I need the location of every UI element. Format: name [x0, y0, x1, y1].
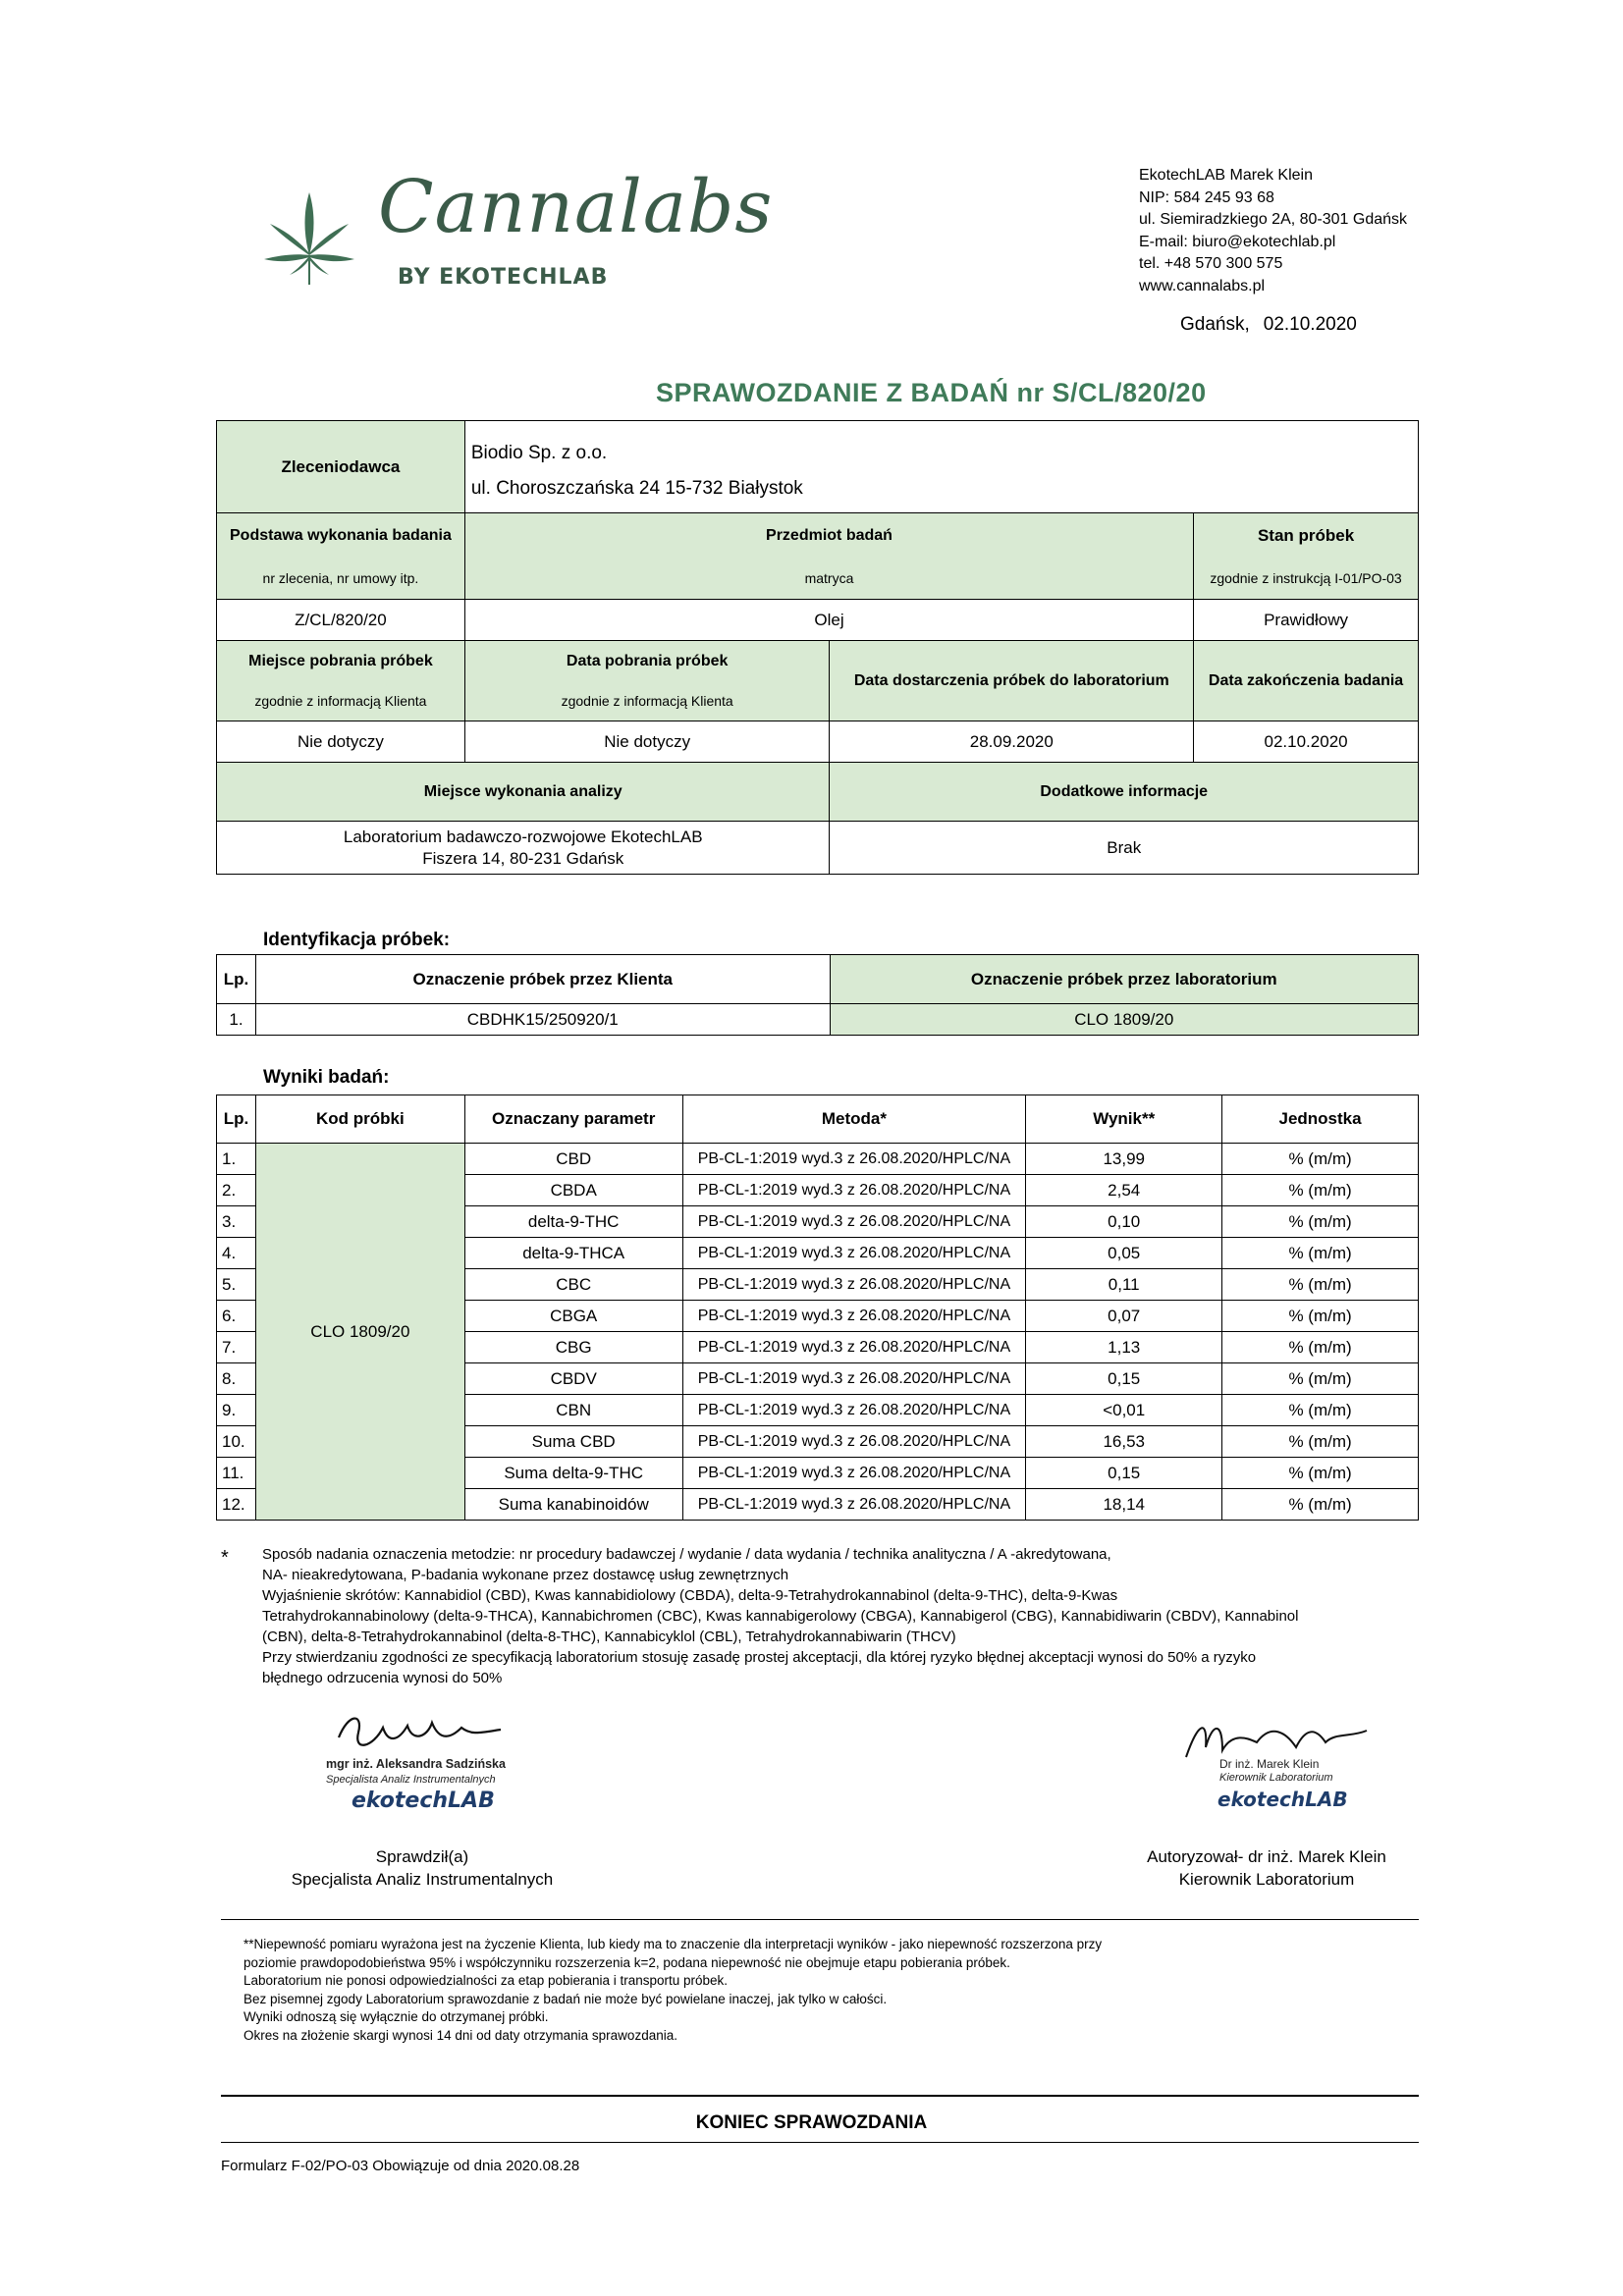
- report-title: SPRAWOZDANIE Z BADAŃ nr S/CL/820/20: [656, 378, 1207, 407]
- res-col-code: Kod próbki: [255, 1095, 464, 1144]
- note-line: Wyjaśnienie skrótów: Kannabidiol (CBD), Kwas kannabidiolowy (CBDA), delta-9-Tetrahydrokannabinol (delta-9-THC), delta-9-Kwas: [262, 1587, 1118, 1604]
- caption-line: Autoryzował- dr inż. Marek Klein: [1147, 1847, 1386, 1866]
- signature-right: [1168, 1713, 1384, 1836]
- delivery-date-label: Data dostarczenia próbek do laboratorium: [830, 641, 1194, 721]
- analysis-place-value: [217, 822, 830, 875]
- row-param: CBDA: [464, 1175, 682, 1206]
- analysis-place-line: Fiszera 14, 80-231 Gdańsk: [422, 848, 624, 868]
- res-col-method: Metoda*: [682, 1095, 1026, 1144]
- row-lp: 4.: [217, 1238, 256, 1269]
- row-result: 0,05: [1026, 1238, 1222, 1269]
- signer-role-stamp: Kierownik Laboratorium: [1219, 1772, 1333, 1784]
- identification-heading: Identyfikacja próbek:: [263, 930, 451, 950]
- analysis-place-line: Laboratorium badawczo-rozwojowe EkotechLAB: [343, 827, 703, 846]
- state-label: Stan próbek: [1194, 513, 1419, 559]
- row-method: PB-CL-1:2019 wyd.3 z 26.08.2020/HPLC/NA: [682, 1426, 1026, 1458]
- row-result: <0,01: [1026, 1395, 1222, 1426]
- row-result: 0,10: [1026, 1206, 1222, 1238]
- additional-label: Dodatkowe informacje: [830, 763, 1419, 822]
- sampling-date-value: Nie dotyczy: [464, 721, 830, 763]
- id-lab-code: CLO 1809/20: [830, 1004, 1418, 1036]
- basis-value: Z/CL/820/20: [217, 600, 465, 641]
- row-lp: 2.: [217, 1175, 256, 1206]
- cannalabs-logo: [260, 165, 774, 302]
- note-line: NA- nieakredytowana, P-badania wykonane przez dostawcę usług zewnętrznych: [262, 1567, 789, 1583]
- id-client-code: CBDHK15/250920/1: [255, 1004, 830, 1036]
- row-lp: 8.: [217, 1363, 256, 1395]
- brand-name: Cannalabs: [378, 165, 774, 249]
- note-line: Przy stwierdzaniu zgodności ze specyfikacją laboratorium stosuję zasadę prostej akceptacji, dla której ryzyko błędnej akceptacji wynosi do 50% a ryzyko: [262, 1649, 1257, 1666]
- company-line: EkotechLAB Marek Klein: [1139, 167, 1313, 184]
- disclaimer-line: Okres na złożenie skargi wynosi 14 dni od daty otrzymania sprawozdania.: [243, 2027, 677, 2043]
- form-number: Formularz F-02/PO-03 Obowiązuje od dnia 2020.08.28: [221, 2158, 580, 2174]
- row-result: 0,07: [1026, 1301, 1222, 1332]
- row-param: CBDV: [464, 1363, 682, 1395]
- row-lp: 10.: [217, 1426, 256, 1458]
- signer-name: mgr inż. Aleksandra Sadzińska: [326, 1757, 506, 1771]
- results-heading: Wyniki badań:: [263, 1067, 390, 1088]
- row-result: 1,13: [1026, 1332, 1222, 1363]
- state-value: Prawidłowy: [1194, 600, 1419, 641]
- row-param: CBN: [464, 1395, 682, 1426]
- row-method: PB-CL-1:2019 wyd.3 z 26.08.2020/HPLC/NA: [682, 1332, 1026, 1363]
- disclaimer-line: Laboratorium nie ponosi odpowiedzialności za etap pobierania i transportu próbek.: [243, 1973, 729, 1988]
- signature-left-caption: [285, 1845, 560, 1891]
- id-col-client: Oznaczenie próbek przez Klienta: [255, 955, 830, 1004]
- sampling-date-sub: zgodnie z informacją Klienta: [464, 682, 830, 721]
- row-result: 16,53: [1026, 1426, 1222, 1458]
- basis-sub: nr zlecenia, nr umowy itp.: [217, 559, 465, 600]
- disclaimer: [243, 1936, 1304, 2045]
- sampling-date-label: Data pobrania próbek: [464, 641, 830, 682]
- company-line: NIP: 584 245 93 68: [1139, 188, 1274, 206]
- client-name: Biodio Sp. z o.o.: [464, 421, 1418, 466]
- row-method: PB-CL-1:2019 wyd.3 z 26.08.2020/HPLC/NA: [682, 1301, 1026, 1332]
- company-line: ul. Siemiradzkiego 2A, 80-301 Gdańsk: [1139, 211, 1408, 228]
- divider: [221, 2142, 1419, 2143]
- row-param: delta-9-THC: [464, 1206, 682, 1238]
- res-col-unit: Jednostka: [1222, 1095, 1419, 1144]
- row-unit: % (m/m): [1222, 1395, 1419, 1426]
- row-unit: % (m/m): [1222, 1175, 1419, 1206]
- row-lp: 3.: [217, 1206, 256, 1238]
- caption-line: Sprawdził(a): [375, 1847, 469, 1866]
- row-param: CBD: [464, 1144, 682, 1175]
- row-result: 13,99: [1026, 1144, 1222, 1175]
- analysis-place-label: Miejsce wykonania analizy: [217, 763, 830, 822]
- divider: [221, 2095, 1419, 2097]
- basis-label: Podstawa wykonania badania: [217, 513, 465, 559]
- id-col-lp: Lp.: [217, 955, 256, 1004]
- sampling-place-sub: zgodnie z informacją Klienta: [217, 682, 465, 721]
- row-unit: % (m/m): [1222, 1458, 1419, 1489]
- client-label: Zleceniodawca: [217, 421, 465, 513]
- row-lp: 5.: [217, 1269, 256, 1301]
- res-col-param: Oznaczany parametr: [464, 1095, 682, 1144]
- end-of-report: KONIEC SPRAWOZDANIA: [695, 2112, 928, 2133]
- row-method: PB-CL-1:2019 wyd.3 z 26.08.2020/HPLC/NA: [682, 1458, 1026, 1489]
- ekotechlab-stamp: ekotechLAB: [352, 1789, 495, 1813]
- sample-code: CLO 1809/20: [255, 1144, 464, 1521]
- row-lp: 11.: [217, 1458, 256, 1489]
- note-line: Tetrahydrokannabinolowy (delta-9-THCA), Kannabichromen (CBC), Kwas kannabigerolowy (CBGA), Kannabigerol (CBG), Kannabidiwarin (CBDV), Kannabinol: [262, 1608, 1299, 1625]
- caption-line: Specjalista Analiz Instrumentalnych: [291, 1870, 554, 1889]
- note-marker: *: [221, 1547, 229, 1569]
- order-info-table: [216, 420, 1419, 875]
- signature-left: [314, 1708, 560, 1826]
- row-method: PB-CL-1:2019 wyd.3 z 26.08.2020/HPLC/NA: [682, 1363, 1026, 1395]
- company-line: E-mail: biuro@ekotechlab.pl: [1139, 233, 1336, 250]
- row-unit: % (m/m): [1222, 1144, 1419, 1175]
- signature-right-caption: [1109, 1845, 1424, 1891]
- signer-name: Dr inż. Marek Klein: [1219, 1757, 1320, 1771]
- disclaimer-line: **Niepewność pomiaru wyrażona jest na życzenie Klienta, lub kiedy ma to znaczenie dla interpretacji wyników - jako niepewność rozszerzona przy: [243, 1937, 1103, 1951]
- res-col-lp: Lp.: [217, 1095, 256, 1144]
- caption-line: Kierownik Laboratorium: [1178, 1870, 1355, 1889]
- subject-label: Przedmiot badań: [464, 513, 1193, 559]
- row-result: 2,54: [1026, 1175, 1222, 1206]
- table-row: [217, 1004, 1419, 1036]
- row-unit: % (m/m): [1222, 1363, 1419, 1395]
- results-table: [216, 1095, 1419, 1521]
- handwritten-signature-icon: [334, 1708, 511, 1757]
- row-unit: % (m/m): [1222, 1426, 1419, 1458]
- row-unit: % (m/m): [1222, 1238, 1419, 1269]
- row-method: PB-CL-1:2019 wyd.3 z 26.08.2020/HPLC/NA: [682, 1175, 1026, 1206]
- date: 02.10.2020: [1263, 314, 1357, 335]
- row-result: 0,15: [1026, 1363, 1222, 1395]
- row-unit: % (m/m): [1222, 1332, 1419, 1363]
- place: Gdańsk,: [1180, 314, 1250, 335]
- row-unit: % (m/m): [1222, 1489, 1419, 1521]
- row-lp: 12.: [217, 1489, 256, 1521]
- row-lp: 7.: [217, 1332, 256, 1363]
- cannabis-leaf-icon: [260, 185, 358, 293]
- subject-value: Olej: [464, 600, 1193, 641]
- disclaimer-line: Bez pisemnej zgody Laboratorium sprawozdanie z badań nie może być powielane inaczej, jak tylko w całości.: [243, 1991, 888, 2006]
- row-unit: % (m/m): [1222, 1206, 1419, 1238]
- row-param: delta-9-THCA: [464, 1238, 682, 1269]
- company-details: [1139, 165, 1407, 297]
- company-line: www.cannalabs.pl: [1139, 277, 1266, 294]
- row-param: CBGA: [464, 1301, 682, 1332]
- res-col-result: Wynik**: [1026, 1095, 1222, 1144]
- method-notes: [221, 1544, 1419, 1688]
- row-result: 0,15: [1026, 1458, 1222, 1489]
- divider: [221, 1919, 1419, 1920]
- row-lp: 9.: [217, 1395, 256, 1426]
- sampling-place-value: Nie dotyczy: [217, 721, 465, 763]
- disclaimer-line: poziomie prawdopodobieństwa 95% i współczynniku rozszerzenia k=2, podana niepewność nie obejmuje etapu pobierania próbek.: [243, 1954, 1010, 1970]
- row-unit: % (m/m): [1222, 1301, 1419, 1332]
- row-unit: % (m/m): [1222, 1269, 1419, 1301]
- ekotechlab-stamp: ekotechLAB: [1217, 1788, 1348, 1811]
- note-line: Sposób nadania oznaczenia metodzie: nr procedury badawczej / wydanie / data wydania / technika analityczna / A -akredytowana,: [262, 1546, 1111, 1563]
- row-result: 0,11: [1026, 1269, 1222, 1301]
- row-method: PB-CL-1:2019 wyd.3 z 26.08.2020/HPLC/NA: [682, 1489, 1026, 1521]
- place-date: [1180, 314, 1357, 336]
- id-col-lab: Oznaczenie próbek przez laboratorium: [830, 955, 1418, 1004]
- row-lp: 6.: [217, 1301, 256, 1332]
- note-line: błędnego odrzucenia wynosi do 50%: [262, 1670, 503, 1686]
- row-method: PB-CL-1:2019 wyd.3 z 26.08.2020/HPLC/NA: [682, 1206, 1026, 1238]
- note-line: (CBN), delta-8-Tetrahydrokannabinol (delta-8-THC), Kannabicyklol (CBL), Tetrahydrokannabiwarin (THCV): [262, 1629, 956, 1645]
- id-lp: 1.: [217, 1004, 256, 1036]
- delivery-date-value: 28.09.2020: [830, 721, 1194, 763]
- sampling-place-label: Miejsce pobrania próbek: [217, 641, 465, 682]
- end-date-value: 02.10.2020: [1194, 721, 1419, 763]
- row-result: 18,14: [1026, 1489, 1222, 1521]
- subject-sub: matryca: [464, 559, 1193, 600]
- row-lp: 1.: [217, 1144, 256, 1175]
- row-param: CBG: [464, 1332, 682, 1363]
- row-param: Suma kanabinoidów: [464, 1489, 682, 1521]
- end-date-label: Data zakończenia badania: [1194, 641, 1419, 721]
- client-address: ul. Choroszczańska 24 15-732 Białystok: [464, 466, 1418, 513]
- row-method: PB-CL-1:2019 wyd.3 z 26.08.2020/HPLC/NA: [682, 1269, 1026, 1301]
- row-method: PB-CL-1:2019 wyd.3 z 26.08.2020/HPLC/NA: [682, 1238, 1026, 1269]
- signer-role-stamp: Specjalista Analiz Instrumentalnych: [326, 1774, 496, 1786]
- brand-subtitle: BY EKOTECHLAB: [398, 265, 609, 290]
- row-method: PB-CL-1:2019 wyd.3 z 26.08.2020/HPLC/NA: [682, 1395, 1026, 1426]
- company-line: tel. +48 570 300 575: [1139, 255, 1283, 272]
- state-sub: zgodnie z instrukcją I-01/PO-03: [1194, 559, 1419, 600]
- row-param: CBC: [464, 1269, 682, 1301]
- disclaimer-line: Wyniki odnoszą się wyłącznie do otrzymanej próbki.: [243, 2009, 549, 2024]
- identification-table: [216, 954, 1419, 1036]
- row-param: Suma CBD: [464, 1426, 682, 1458]
- row-param: Suma delta-9-THC: [464, 1458, 682, 1489]
- table-row: [217, 1144, 1419, 1175]
- row-method: PB-CL-1:2019 wyd.3 z 26.08.2020/HPLC/NA: [682, 1144, 1026, 1175]
- additional-value: Brak: [830, 822, 1419, 875]
